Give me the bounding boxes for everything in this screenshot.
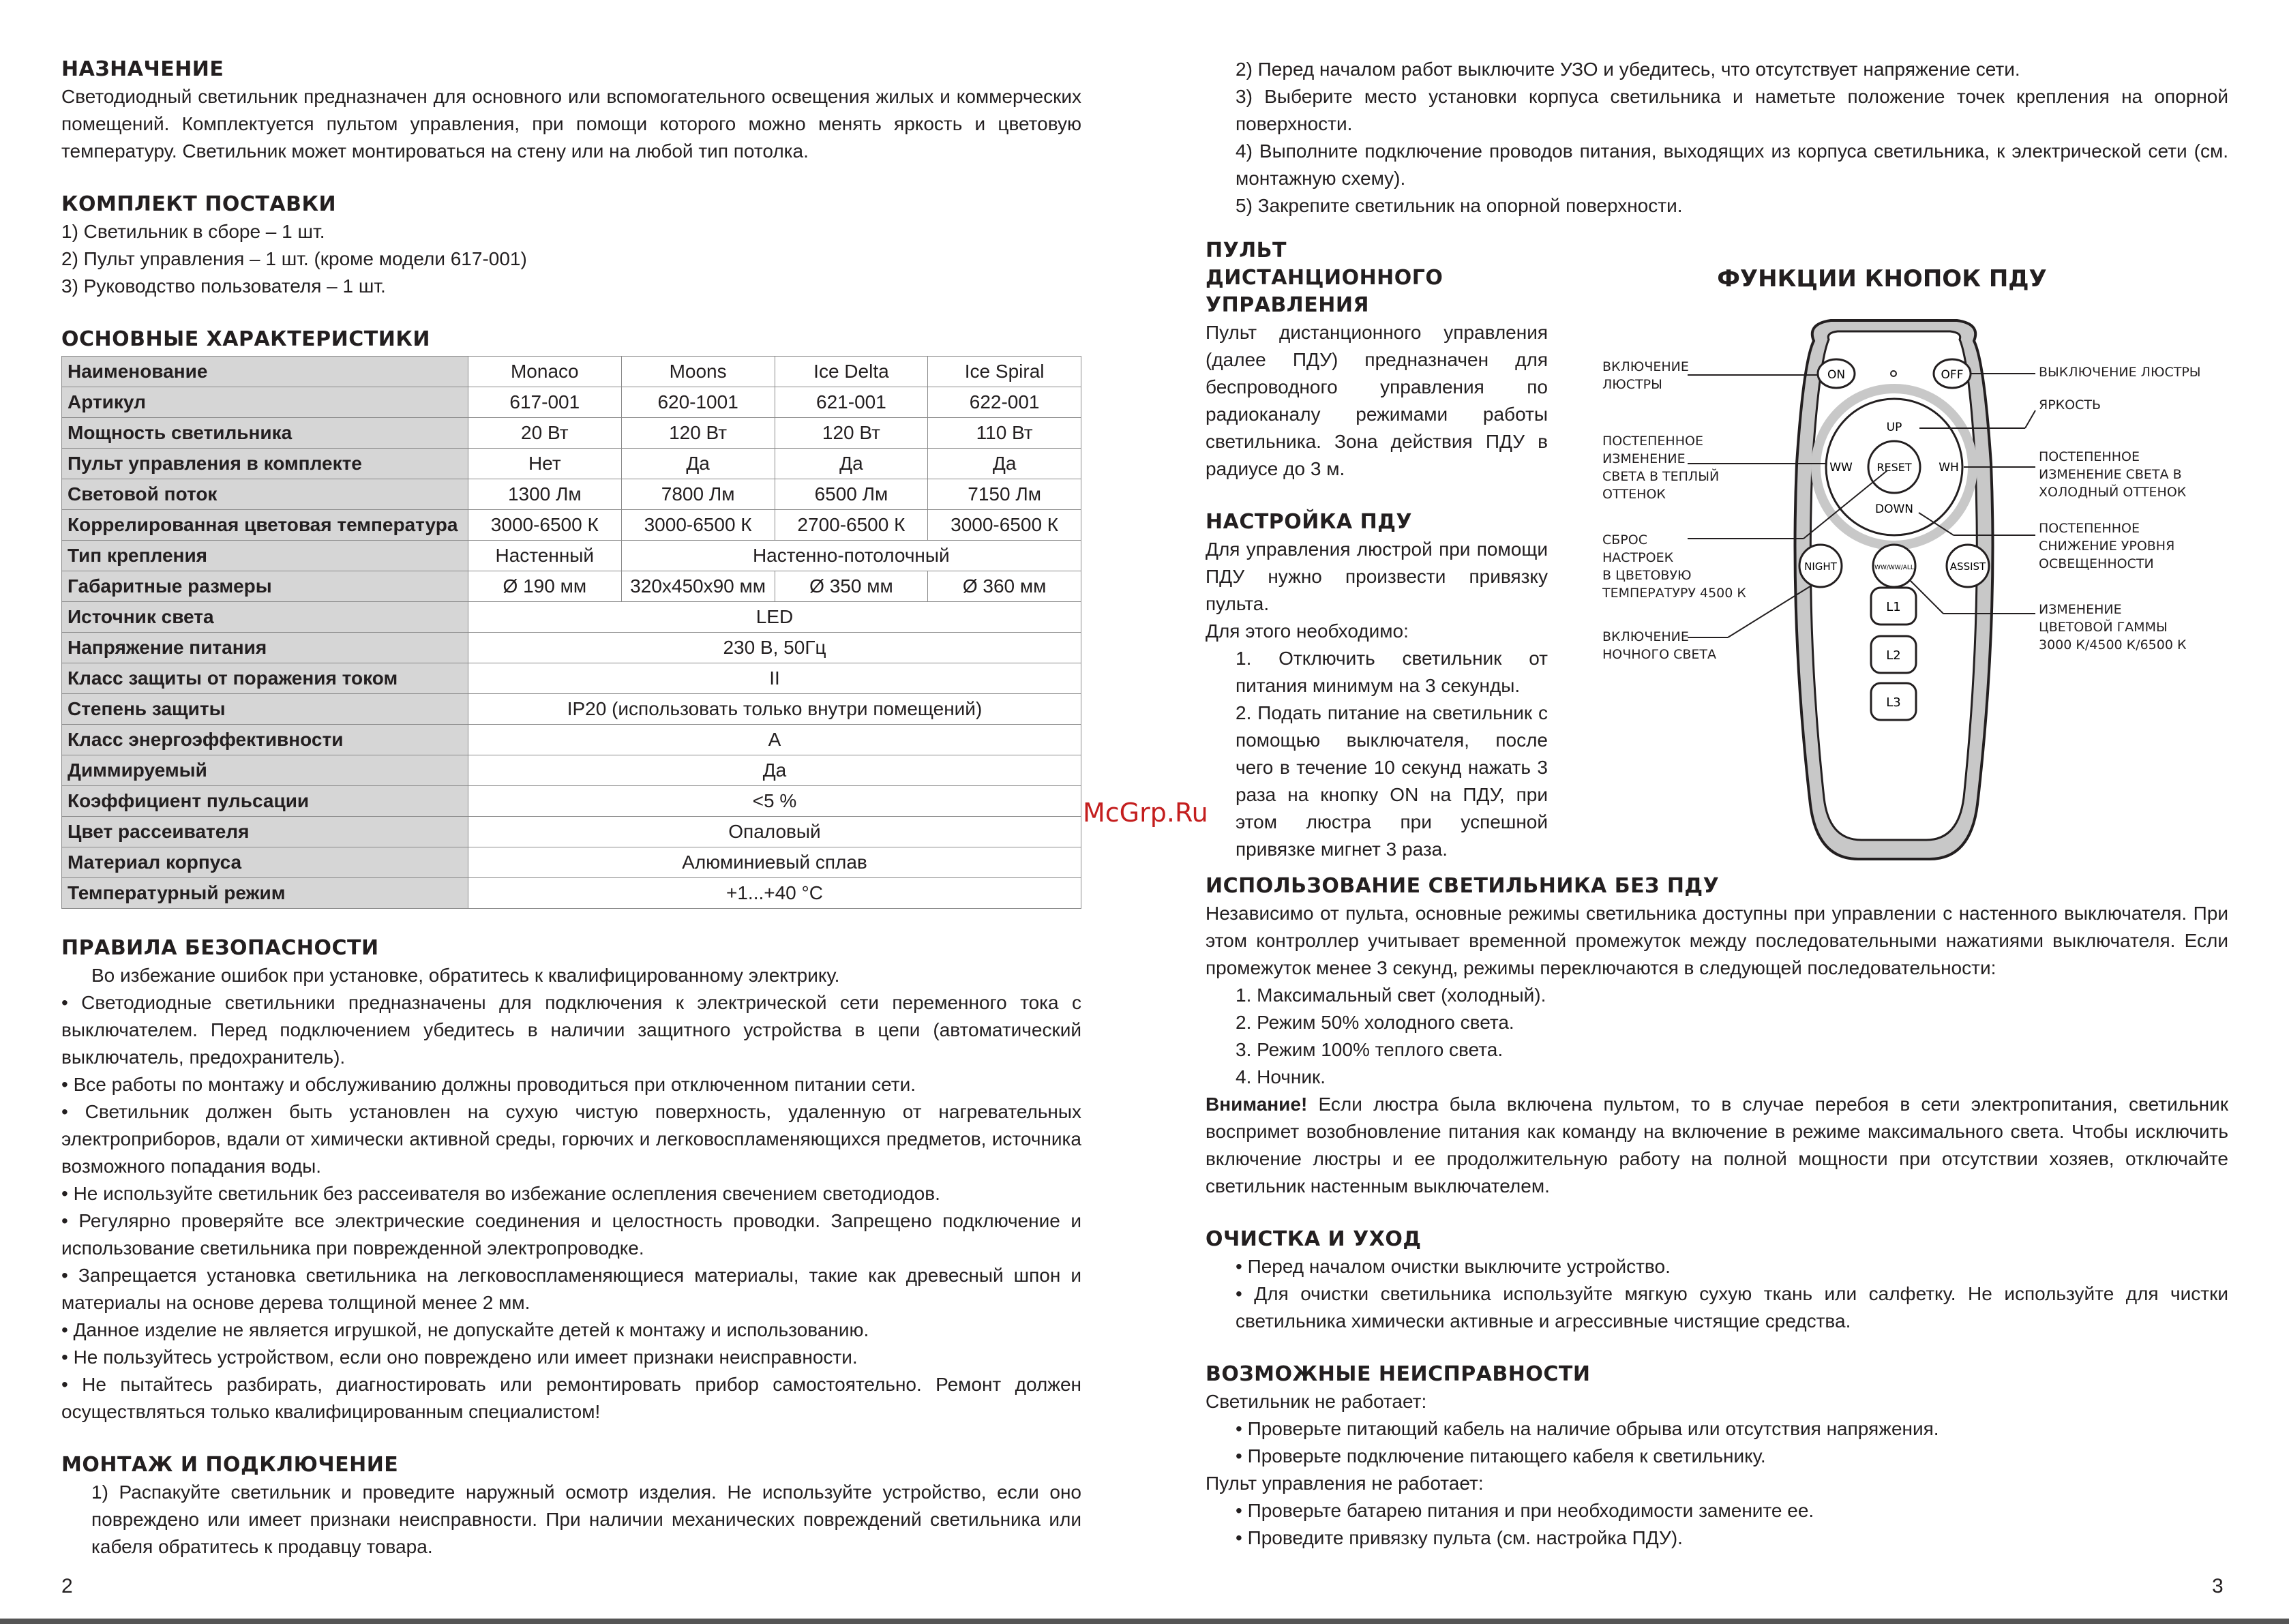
specs-row bbox=[62, 847, 1081, 878]
specs-value-cell: 3000-6500 К bbox=[468, 510, 621, 541]
safety-heading: ПРАВИЛА БЕЗОПАСНОСТИ bbox=[61, 936, 379, 960]
specs-row bbox=[62, 817, 1081, 847]
faults-heading: ВОЗМОЖНЫЕ НЕИСПРАВНОСТИ bbox=[1206, 1362, 1591, 1386]
faults-lamp-item: • Проверьте питающий кабель на наличие обрыва или отсутствия напряжения. bbox=[1236, 1418, 1939, 1439]
modes-list bbox=[1206, 982, 2228, 1091]
safety-intro: Во избежание ошибок при установке, обратитесь к квалифицированному электрику. bbox=[91, 965, 840, 986]
faults-lamp-item: • Проверьте подключение питающего кабеля к светильнику. bbox=[1236, 1445, 1766, 1467]
specs-value-cell: 120 Вт bbox=[775, 418, 928, 449]
specs-row bbox=[62, 633, 1081, 663]
on-button-label: ON bbox=[1827, 368, 1846, 382]
specs-value-cell: Да bbox=[621, 449, 775, 479]
l1-button[interactable] bbox=[1871, 588, 1916, 625]
specs-label-cell: Температурный режим bbox=[62, 878, 468, 909]
warning-text: Если люстра была включена пультом, то в случае перебоя в сети электропитания, светильник воспримет возобновление питания как команду на включение в режиме максимального света. Чтобы исключить включение люстры и ее продолжительную работу на полной мощности при отсутствии хозяев, отключайте светильник настенным выключателем. bbox=[1206, 1094, 2228, 1197]
specs-row bbox=[62, 878, 1081, 909]
specs-label-cell: Тип крепления bbox=[62, 541, 468, 571]
setup-step: 2. Подать питание на светильник с помощью выключателя, после чего в течение 10 секунд нажать 3 раза на кнопку ON на ПДУ, при этом люстра при успешной привязке мигнет 3 раза. bbox=[1236, 702, 1548, 860]
remote-section bbox=[1206, 237, 1548, 863]
callout-line bbox=[2025, 410, 2035, 428]
specs-value-cell: Ø 350 мм bbox=[775, 571, 928, 602]
specs-value-cell: LED bbox=[468, 602, 1081, 633]
night-button[interactable] bbox=[1799, 545, 1842, 587]
specs-value-cell: 6500 Лм bbox=[775, 479, 928, 510]
specs-value-cell: 20 Вт bbox=[468, 418, 621, 449]
mounting-step: 4) Выполните подключение проводов питания, выходящих из корпуса светильника, к электрической сети (см. монтажную схему). bbox=[1236, 140, 2228, 189]
specs-row bbox=[62, 694, 1081, 725]
assist-button-label: ASSIST bbox=[1949, 560, 1986, 573]
specs-label-cell: Диммируемый bbox=[62, 755, 468, 786]
specs-label-cell: Материал корпуса bbox=[62, 847, 468, 878]
callout-brightness: ЯРКОСТЬ bbox=[2039, 397, 2101, 412]
remote-text: Пульт дистанционного управления (далее ПДУ) предназначен для беспроводного управления по радиоканалу режимами работы светильника. Зона действия ПДУ в радиусе до 3 м. bbox=[1206, 322, 1548, 479]
specs-value-cell: 320х450х90 мм bbox=[621, 571, 775, 602]
callout-reset: СБРОС НАСТРОЕК В ЦВЕТОВУЮ ТЕМПЕРАТУРУ 4500 К bbox=[1602, 532, 1746, 601]
left-callouts bbox=[1602, 359, 1746, 662]
safety-item: • Светодиодные светильники предназначены для подключения к электрической сети переменного тока с выключателем. Перед подключением убедитесь в наличии защитного устройства в цепи (автоматический выключатель, предохранитель). bbox=[61, 992, 1081, 1068]
mounting-continued bbox=[1206, 56, 2228, 220]
l2-button-label: L2 bbox=[1886, 648, 1901, 663]
specs-value-cell: 2700-6500 К bbox=[775, 510, 928, 541]
l1-button-label: L1 bbox=[1886, 600, 1901, 614]
remote-heading-line: ПУЛЬТ bbox=[1206, 239, 1287, 262]
specs-value-cell: 622-001 bbox=[928, 387, 1081, 418]
wwall-button-label: WW/WW/ALL bbox=[1874, 565, 1914, 571]
specs-row bbox=[62, 510, 1081, 541]
l3-button[interactable] bbox=[1871, 683, 1916, 720]
safety-item: • Светильник должен быть установлен на сухую чистую поверхность, удаленную от нагревательных электроприборов, вдали от химически активной среды, горючих и легковоспламеняющихся предметов, источника возможного попадания воды. bbox=[61, 1101, 1081, 1177]
ww-button[interactable]: WW bbox=[1829, 461, 1853, 475]
mode-item: 2. Режим 50% холодного света. bbox=[1236, 1012, 1514, 1033]
reset-button[interactable] bbox=[1868, 441, 1920, 493]
specs-row bbox=[62, 479, 1081, 510]
mounting-step-1: 1) Распакуйте светильник и проведите наружный осмотр изделия. Не используйте устройство, если оно повреждено или имеет признаки неисправности. При наличии механических повреждений светильника или кабеля обратитесь к продавцу товара. bbox=[91, 1482, 1081, 1557]
down-button[interactable]: DOWN bbox=[1875, 502, 1913, 516]
faults-remote-item: • Проведите привязку пульта (см. настройка ПДУ). bbox=[1236, 1527, 1683, 1548]
specs-label-cell: Габаритные размеры bbox=[62, 571, 468, 602]
specs-value-cell: +1...+40 °С bbox=[468, 878, 1081, 909]
callout-on: ВКЛЮЧЕНИЕ ЛЮСТРЫ bbox=[1602, 359, 1689, 392]
specs-label-cell: Наименование bbox=[62, 357, 468, 387]
specs-row bbox=[62, 418, 1081, 449]
specs-value-cell: IP20 (использовать только внутри помещений) bbox=[468, 694, 1081, 725]
remote-heading-line: ДИСТАНЦИОННОГО bbox=[1206, 266, 1443, 290]
specs-value-cell: Ø 360 мм bbox=[928, 571, 1081, 602]
safety-item: • Данное изделие не является игрушкой, не допускайте детей к монтажу и использованию. bbox=[61, 1319, 869, 1340]
specs-row bbox=[62, 357, 1081, 387]
l2-button[interactable] bbox=[1871, 636, 1916, 673]
specs-value-cell: Нет bbox=[468, 449, 621, 479]
specs-row bbox=[62, 602, 1081, 633]
specs-value-cell: Moons bbox=[621, 357, 775, 387]
faults-remote: Пульт управления не работает: bbox=[1206, 1473, 1484, 1494]
night-button-label: NIGHT bbox=[1804, 560, 1837, 573]
mounting-step: 5) Закрепите светильник на опорной поверхности. bbox=[1236, 195, 1683, 216]
wwall-button[interactable] bbox=[1873, 545, 1915, 587]
mode-item: 1. Максимальный свет (холодный). bbox=[1236, 984, 1546, 1006]
purpose-heading: НАЗНАЧЕНИЕ bbox=[61, 57, 224, 81]
specs-label-cell: Пульт управления в комплекте bbox=[62, 449, 468, 479]
callout-gamma: ИЗМЕНЕНИЕ ЦВЕТОВОЙ ГАММЫ 3000 К/4500 К/6500 К bbox=[2039, 602, 2187, 652]
warning-paragraph bbox=[1206, 1091, 2228, 1200]
setup-need: Для этого необходимо: bbox=[1206, 620, 1409, 642]
up-button[interactable]: UP bbox=[1886, 421, 1902, 434]
remote-heading-line: УПРАВЛЕНИЯ bbox=[1206, 293, 1370, 317]
setup-step: 1. Отключить светильник от питания минимум на 3 секунды. bbox=[1236, 648, 1548, 696]
specs-value-cell: 7800 Лм bbox=[621, 479, 775, 510]
callout-warm: ПОСТЕПЕННОЕ ИЗМЕНЕНИЕ СВЕТА В ТЕПЛЫЙ ОТТЕНОК bbox=[1602, 434, 1720, 502]
purpose-text: Светодиодный светильник предназначен для основного или вспомогательного освещения жилых и коммерческих помещений. Комплектуется пультом управления, при помощи которого можно менять яркость и цветовую температуру. Светильник может монтироваться на стену или на любой тип потолка. bbox=[61, 86, 1081, 162]
specs-value-cell: Monaco bbox=[468, 357, 621, 387]
specs-row bbox=[62, 541, 1081, 571]
mounting-step: 3) Выберите место установки корпуса светильника и наметьте положение точек крепления на опорной поверхности. bbox=[1236, 86, 2228, 134]
safety-item: • Не пользуйтесь устройством, если оно повреждено или имеет признаки неисправности. bbox=[61, 1347, 858, 1368]
callout-night: ВКЛЮЧЕНИЕ НОЧНОГО СВЕТА bbox=[1602, 629, 1717, 662]
specs-row bbox=[62, 449, 1081, 479]
mounting-heading: МОНТАЖ И ПОДКЛЮЧЕНИЕ bbox=[61, 1453, 399, 1477]
specs-value-cell: 120 Вт bbox=[621, 418, 775, 449]
specs-value-cell: Ice Spiral bbox=[928, 357, 1081, 387]
specs-label-cell: Артикул bbox=[62, 387, 468, 418]
specs-label-cell: Степень защиты bbox=[62, 694, 468, 725]
specs-label-cell: Напряжение питания bbox=[62, 633, 468, 663]
mode-item: 3. Режим 100% теплого света. bbox=[1236, 1039, 1503, 1060]
callout-dim: ПОСТЕПЕННОЕ СНИЖЕНИЕ УРОВНЯ ОСВЕЩЕННОСТИ bbox=[2039, 521, 2175, 571]
specs-value-cell: II bbox=[468, 663, 1081, 694]
safety-item: • Не используйте светильник без рассеивателя во избежание ослепления свечением светодиодов. bbox=[61, 1183, 940, 1204]
wh-button[interactable]: WH bbox=[1939, 461, 1959, 475]
specs-label-cell: Световой поток bbox=[62, 479, 468, 510]
specs-row bbox=[62, 571, 1081, 602]
specs-value-cell: Ø 190 мм bbox=[468, 571, 621, 602]
package-list bbox=[61, 218, 1081, 300]
specs-value-cell: 3000-6500 К bbox=[621, 510, 775, 541]
specs-value-cell: 230 В, 50Гц bbox=[468, 633, 1081, 663]
specs-row bbox=[62, 725, 1081, 755]
safety-item: • Все работы по монтажу и обслуживанию должны проводиться при отключенном питании сети. bbox=[61, 1074, 916, 1095]
remote-diagram bbox=[1561, 259, 2202, 873]
bottom-edge bbox=[0, 1619, 2289, 1624]
l3-button-label: L3 bbox=[1886, 695, 1901, 710]
care-heading: ОЧИСТКА И УХОД bbox=[1206, 1227, 1422, 1251]
specs-value-cell: 617-001 bbox=[468, 387, 621, 418]
specs-value-cell: Да bbox=[775, 449, 928, 479]
diagram-title: ФУНКЦИИ КНОПОК ПДУ bbox=[1717, 265, 2047, 292]
specs-value-cell: 7150 Лм bbox=[928, 479, 1081, 510]
setup-intro: Для управления люстрой при помощи ПДУ нужно произвести привязку пульта. bbox=[1206, 539, 1548, 614]
reset-button-label: RESET bbox=[1876, 461, 1912, 474]
package-heading: КОМПЛЕКТ ПОСТАВКИ bbox=[61, 192, 337, 216]
specs-label-cell: Мощность светильника bbox=[62, 418, 468, 449]
specs-label-cell: Класс защиты от поражения током bbox=[62, 663, 468, 694]
specs-value-cell: Ice Delta bbox=[775, 357, 928, 387]
specs-label-cell: Источник света bbox=[62, 602, 468, 633]
specs-heading: ОСНОВНЫЕ ХАРАКТЕРИСТИКИ bbox=[61, 327, 430, 351]
specs-label-cell: Класс энергоэффективности bbox=[62, 725, 468, 755]
care-item: • Для очистки светильника используйте мягкую сухую ткань или салфетку. Не используйте для чистки светильника химически активные и агрессивные чистящие средства. bbox=[1236, 1283, 2228, 1332]
specs-value-cell: <5 % bbox=[468, 786, 1081, 817]
mode-item: 4. Ночник. bbox=[1236, 1066, 1326, 1087]
package-item: 2) Пульт управления – 1 шт. (кроме модели 617-001) bbox=[61, 248, 527, 269]
specs-label-cell: Коррелированная цветовая температура bbox=[62, 510, 468, 541]
off-button[interactable] bbox=[1934, 359, 1971, 388]
callout-off: ВЫКЛЮЧЕНИЕ ЛЮСТРЫ bbox=[2039, 365, 2201, 380]
package-item: 3) Руководство пользователя – 1 шт. bbox=[61, 275, 386, 297]
off-button-label: OFF bbox=[1941, 368, 1964, 382]
assist-button[interactable] bbox=[1947, 545, 1989, 587]
specs-label-cell: Коэффициент пульсации bbox=[62, 786, 468, 817]
specs-value-cell: 621-001 bbox=[775, 387, 928, 418]
specs-value-cell: 620-1001 bbox=[621, 387, 775, 418]
specs-label-cell: Цвет рассеивателя bbox=[62, 817, 468, 847]
remote-heading bbox=[1206, 237, 1548, 319]
left-page bbox=[61, 56, 1081, 1561]
setup-heading: НАСТРОЙКА ПДУ bbox=[1206, 510, 1413, 534]
package-item: 1) Светильник в сборе – 1 шт. bbox=[61, 221, 325, 242]
specs-row bbox=[62, 755, 1081, 786]
watermark: McGrp.Ru bbox=[1083, 798, 1208, 828]
on-button[interactable] bbox=[1818, 359, 1855, 388]
faults-lamp: Светильник не работает: bbox=[1206, 1391, 1427, 1412]
safety-list bbox=[61, 989, 1081, 1426]
warning-label: Внимание! bbox=[1206, 1094, 1308, 1115]
right-callouts bbox=[2039, 365, 2201, 652]
specs-value-cell: Алюминиевый сплав bbox=[468, 847, 1081, 878]
noremote-heading: ИСПОЛЬЗОВАНИЕ СВЕТИЛЬНИКА БЕЗ ПДУ bbox=[1206, 874, 1720, 898]
faults-remote-item: • Проверьте батарею питания и при необходимости замените ее. bbox=[1236, 1500, 1814, 1521]
specs-value-cell: Опаловый bbox=[468, 817, 1081, 847]
page-number-right: 3 bbox=[2212, 1575, 2224, 1597]
page-number-left: 2 bbox=[61, 1575, 73, 1597]
noremote-text: Независимо от пульта, основные режимы светильника доступны при управлении с настенного выключателя. При этом контроллер учитывает временной промежуток между последовательными нажатиями выключателя. Если промежуток менее 3 секунд, режимы переключаются в следующей последовательности: bbox=[1206, 903, 2228, 978]
mounting-step: 2) Перед началом работ выключите УЗО и убедитесь, что отсутствует напряжение сети. bbox=[1236, 59, 2020, 80]
callout-cold: ПОСТЕПЕННОЕ ИЗМЕНЕНИЕ СВЕТА В ХОЛОДНЫЙ ОТТЕНОК bbox=[2039, 449, 2187, 500]
specs-row bbox=[62, 786, 1081, 817]
specs-value-cell: Да bbox=[928, 449, 1081, 479]
specs-value-cell: А bbox=[468, 725, 1081, 755]
specs-value-cell: 1300 Лм bbox=[468, 479, 621, 510]
care-item: • Перед началом очистки выключите устройство. bbox=[1236, 1256, 1671, 1277]
safety-item: • Регулярно проверяйте все электрические соединения и целостность проводки. Запрещено подключение и использование светильника при поврежденной электропроводке. bbox=[61, 1210, 1081, 1259]
safety-item: • Не пытайтесь разбирать, диагностировать или ремонтировать прибор самостоятельно. Ремонт должен осуществляться только квалифицированным специалистом! bbox=[61, 1374, 1081, 1422]
specs-row bbox=[62, 387, 1081, 418]
specs-value-cell: Да bbox=[468, 755, 1081, 786]
safety-item: • Запрещается установка светильника на легковоспламеняющиеся материалы, такие как древесный шпон и материалы на основе дерева толщиной менее 2 мм. bbox=[61, 1265, 1081, 1313]
specs-value-cell: 110 Вт bbox=[928, 418, 1081, 449]
specs-value-cell: Настенный bbox=[468, 541, 621, 571]
specs-table bbox=[61, 356, 1081, 909]
specs-value-cell: 3000-6500 К bbox=[928, 510, 1081, 541]
specs-value-cell: Настенно-потолочный bbox=[621, 541, 1081, 571]
specs-row bbox=[62, 663, 1081, 694]
